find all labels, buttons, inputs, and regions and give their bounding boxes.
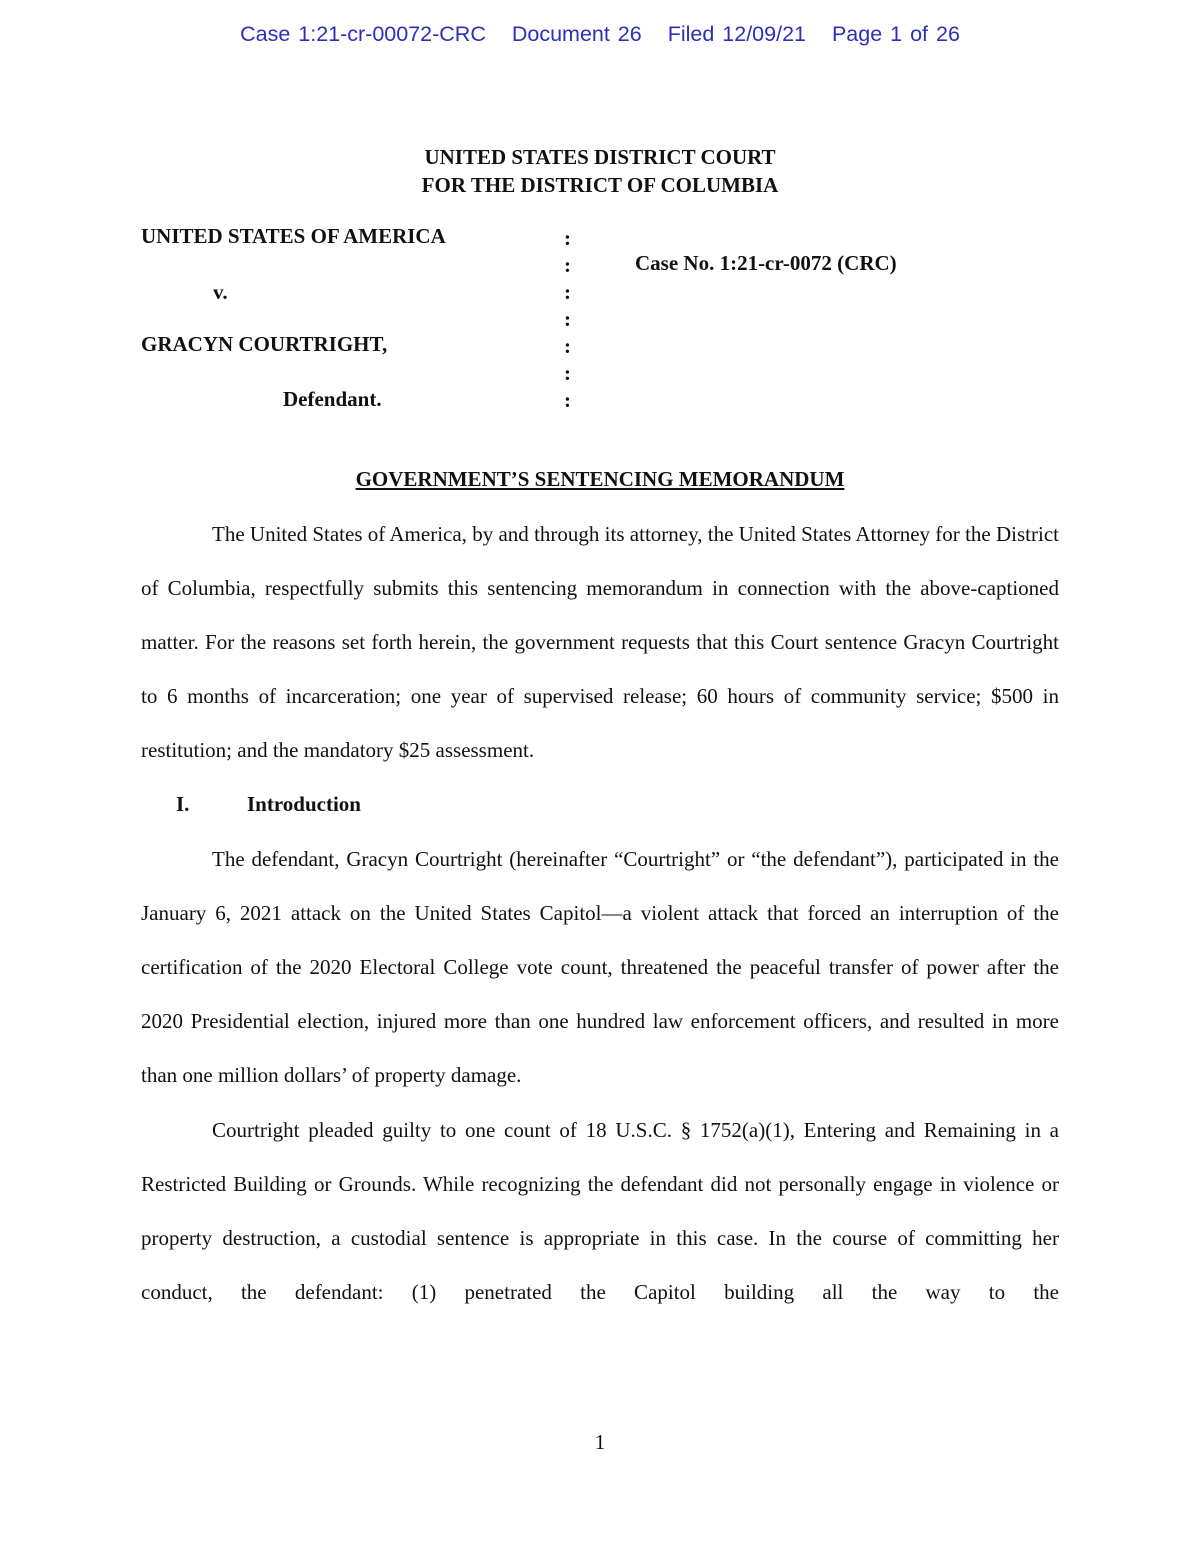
document-title: GOVERNMENT’S SENTENCING MEMORANDUM	[355, 467, 845, 491]
header-case: Case 1:21-cr-00072-CRC	[240, 22, 486, 46]
header-document: Document 26	[511, 22, 642, 46]
court-line-2: FOR THE DISTRICT OF COLUMBIA	[421, 173, 779, 197]
caption-colons: : : : : : : :	[564, 226, 571, 412]
paragraph-1: The defendant, Gracyn Courtright (hereinafter “Courtright” or “the defendant”), participated in the January 6, 2021 attack on the United States Capitol—a violent attack that forced an interruption of the certification of the 2020 Electoral College vote count, threatened the peaceful transfer of power after the 2020 Presidential election, injured more than one hundred law enforcement officers, and resulted in more than one million dollars’ of property damage.	[141, 847, 1059, 1087]
page-number: 1	[594, 1430, 606, 1454]
intro-paragraph: The United States of America, by and through its attorney, the United States Attorney for the District of Columbia, respectfully submits this sentencing memorandum in connection with the above-captioned matter. For the reasons set forth herein, the government requests that this Court sentence Gracyn Courtright to 6 months of incarceration; one year of supervised release; 60 hours of community service; $500 in restitution; and the mandatory $25 assessment.	[141, 522, 1059, 762]
court-heading	[0, 143, 1200, 199]
section-number: I.	[176, 792, 190, 816]
caption-defendant-label: Defendant.	[283, 387, 382, 411]
header-page: Page 1 of 26	[831, 22, 960, 46]
case-number: Case No. 1:21-cr-0072 (CRC)	[635, 251, 897, 275]
header-filed: Filed 12/09/21	[667, 22, 806, 46]
ecf-header	[0, 22, 1200, 47]
caption-plaintiff: UNITED STATES OF AMERICA	[141, 224, 446, 248]
court-line-1: UNITED STATES DISTRICT COURT	[424, 145, 776, 169]
caption-versus: v.	[213, 280, 228, 304]
section-title: Introduction	[247, 792, 361, 816]
paragraph-2: Courtright pleaded guilty to one count of 18 U.S.C. § 1752(a)(1), Entering and Remaining in a Restricted Building or Grounds. While recognizing the defendant did not personally engage in violence or property destruction, a custodial sentence is appropriate in this case. In the course of committing her conduct, the defendant: (1) penetrated the Capitol building all the way to the	[141, 1118, 1059, 1304]
caption-defendant-name: GRACYN COURTRIGHT,	[141, 332, 388, 356]
